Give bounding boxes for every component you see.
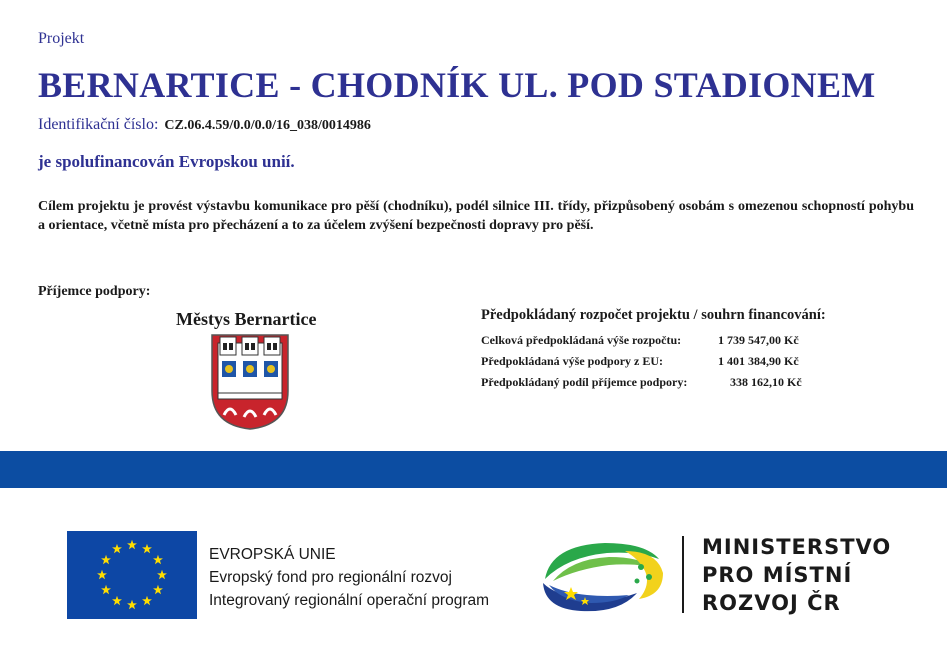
cofinancing-statement: je spolufinancován Evropskou unií. — [38, 152, 295, 171]
budget-row — [481, 330, 826, 351]
ministry-line-1: MINISTERSTVO — [702, 535, 892, 559]
eu-text-block — [209, 543, 489, 612]
blue-band — [0, 451, 947, 488]
budget-row-value: 1 739 547,00 Kč — [718, 333, 799, 347]
budget-row-label: Předpokládaná výše podpory z EU: — [481, 354, 664, 368]
identification-code: CZ.06.4.59/0.0/0.0/16_038/0014986 — [164, 118, 371, 133]
ministry-text-block — [702, 533, 891, 617]
budget-summary — [481, 307, 826, 393]
budget-row-label: Předpokládaný podíl příjemce podpory: — [481, 375, 688, 389]
identification-line — [38, 116, 371, 134]
ministry-logo-icon — [541, 537, 665, 615]
recipient-name: Městys Bernartice — [176, 309, 317, 329]
budget-row — [481, 372, 826, 393]
budget-row-label: Celková předpokládaná výše rozpočtu: — [481, 333, 682, 347]
identification-label: Identifikační číslo: — [38, 116, 159, 133]
eu-flag-icon — [67, 531, 197, 619]
eu-line-fund: Evropský fond pro regionální rozvoj — [209, 569, 452, 586]
ministry-line-2: PRO MÍSTNÍ — [702, 563, 853, 587]
project-label: Projekt — [38, 30, 85, 47]
budget-title: Předpokládaný rozpočet projektu / souhrn financování: — [481, 307, 826, 323]
recipient-label: Příjemce podpory: — [38, 284, 151, 299]
coat-of-arms-icon — [210, 333, 290, 431]
budget-row-value: 1 401 384,90 Kč — [718, 354, 799, 368]
project-description: Cílem projektu je provést výstavbu komunikace pro pěší (chodníku), podél silnice III. třídy, přizpůsobený osobám s omezenou schopností pohybu a orientace, včetně místa pro přecházení a to za účelem zvýšení bezpečnosti dopravy pro pěší. — [38, 199, 914, 233]
ministry-divider — [682, 536, 684, 613]
page-title: BERNARTICE - CHODNÍK UL. POD STADIONEM — [38, 65, 876, 105]
budget-row-value: 338 162,10 Kč — [730, 375, 802, 389]
eu-line-union: EVROPSKÁ UNIE — [209, 546, 336, 563]
budget-row — [481, 351, 826, 372]
ministry-line-3: ROZVOJ ČR — [702, 591, 841, 615]
eu-line-programme: Integrovaný regionální operační program — [209, 592, 490, 609]
